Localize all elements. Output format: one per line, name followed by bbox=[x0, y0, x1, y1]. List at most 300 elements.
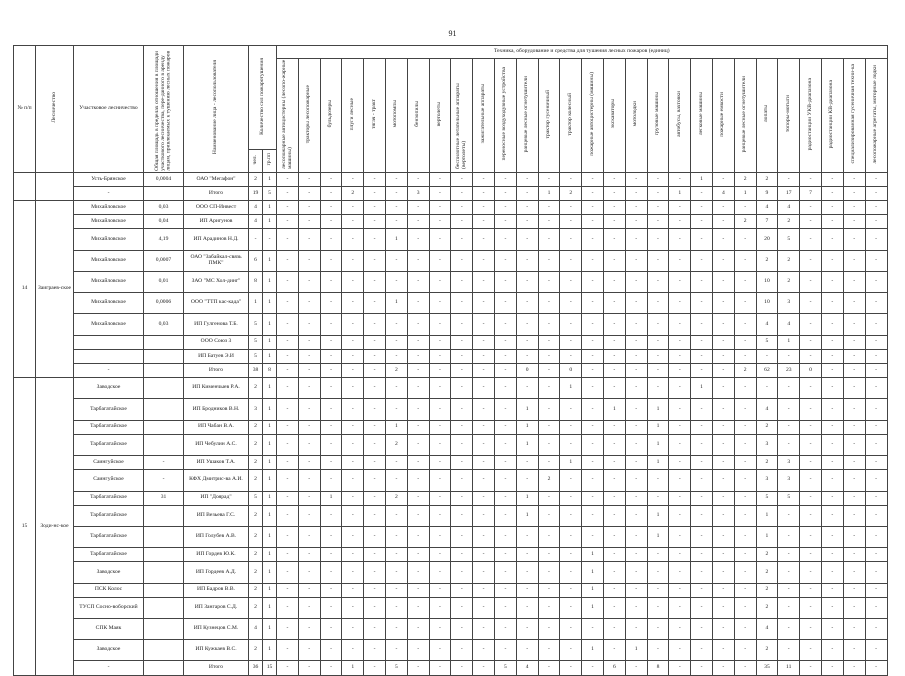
table-row bbox=[14, 172, 888, 186]
equipment-cell: - bbox=[451, 201, 473, 215]
equipment-cell: - bbox=[603, 618, 625, 639]
equipment-cell: - bbox=[364, 293, 386, 314]
equipment-cell: - bbox=[778, 399, 800, 420]
header-equipment-9 bbox=[473, 59, 495, 173]
district-cell: Тарбагатайское bbox=[74, 526, 144, 547]
equipment-cell: - bbox=[821, 420, 843, 434]
equipment-cell: - bbox=[494, 456, 516, 470]
equipment-cell: 1 bbox=[734, 187, 756, 201]
equipment-cell: - bbox=[865, 434, 887, 455]
equipment-cell: - bbox=[843, 229, 865, 250]
section-forestry bbox=[36, 172, 74, 200]
equipment-cell: - bbox=[669, 172, 691, 186]
equipment-cell: - bbox=[691, 187, 713, 201]
equipment-cell: - bbox=[647, 618, 669, 639]
equipment-cell: 3 bbox=[778, 456, 800, 470]
equipment-cell: - bbox=[712, 562, 734, 583]
equipment-cell: - bbox=[298, 349, 320, 363]
equipment-cell: 2 bbox=[756, 640, 778, 661]
equipment-cell: - bbox=[342, 399, 364, 420]
equipment-cell: - bbox=[516, 456, 538, 470]
equipment-cell: - bbox=[516, 250, 538, 271]
equipment-cell: - bbox=[277, 378, 299, 399]
equipment-cell: - bbox=[625, 293, 647, 314]
equipment-cell: - bbox=[712, 640, 734, 661]
equipment-cell: - bbox=[451, 640, 473, 661]
equipment-cell: - bbox=[712, 349, 734, 363]
equipment-cell: 62 bbox=[756, 364, 778, 378]
equipment-cell: - bbox=[691, 215, 713, 229]
equipment-cell: - bbox=[843, 250, 865, 271]
equipment-cell: - bbox=[342, 314, 364, 335]
equipment-cell: - bbox=[386, 456, 408, 470]
equipment-cell: - bbox=[582, 335, 604, 349]
equipment-cell: - bbox=[691, 661, 713, 675]
equipment-cell: - bbox=[712, 399, 734, 420]
equipment-cell: - bbox=[320, 505, 342, 526]
equipment-cell: - bbox=[603, 640, 625, 661]
equipment-cell: - bbox=[451, 187, 473, 201]
equipment-cell: - bbox=[582, 349, 604, 363]
header-equipment-22-text: лопаты bbox=[763, 105, 770, 123]
header-equipment-18-text: автобусы, вахтовки bbox=[675, 91, 682, 137]
equipment-cell: - bbox=[625, 548, 647, 562]
equipment-cell: - bbox=[407, 562, 429, 583]
equipment-cell: - bbox=[407, 526, 429, 547]
header-equipment-21 bbox=[734, 59, 756, 173]
equipment-cell: - bbox=[298, 583, 320, 597]
area-cell: 31 bbox=[144, 491, 184, 505]
equipment-cell: - bbox=[778, 562, 800, 583]
equipment-cell: - bbox=[277, 491, 299, 505]
equipment-cell: 1 bbox=[386, 420, 408, 434]
groups-cell: 1 bbox=[263, 505, 277, 526]
equipment-cell: - bbox=[364, 597, 386, 618]
equipment-cell: - bbox=[538, 640, 560, 661]
equipment-cell: - bbox=[800, 349, 822, 363]
equipment-cell: - bbox=[712, 215, 734, 229]
equipment-cell: - bbox=[691, 434, 713, 455]
equipment-cell: - bbox=[843, 271, 865, 292]
equipment-cell: - bbox=[691, 201, 713, 215]
table-row bbox=[14, 335, 888, 349]
equipment-cell: - bbox=[712, 378, 734, 399]
equipment-cell: - bbox=[538, 526, 560, 547]
equipment-cell: 4 bbox=[778, 314, 800, 335]
equipment-cell: - bbox=[538, 314, 560, 335]
equipment-cell: 1 bbox=[342, 661, 364, 675]
equipment-cell: - bbox=[516, 548, 538, 562]
equipment-cell: - bbox=[800, 505, 822, 526]
equipment-cell: - bbox=[516, 562, 538, 583]
equipment-cell: - bbox=[560, 314, 582, 335]
user-cell: ИП Бродников В.Н. bbox=[184, 399, 249, 420]
equipment-cell: 1 bbox=[386, 293, 408, 314]
equipment-cell: - bbox=[298, 505, 320, 526]
equipment-cell: 23 bbox=[778, 364, 800, 378]
equipment-cell: - bbox=[734, 526, 756, 547]
equipment-cell: - bbox=[712, 172, 734, 186]
equipment-cell: - bbox=[625, 470, 647, 491]
equipment-cell: - bbox=[429, 364, 451, 378]
people-cell: 4 bbox=[249, 618, 263, 639]
equipment-cell: - bbox=[603, 505, 625, 526]
area-cell bbox=[144, 420, 184, 434]
groups-cell: 1 bbox=[263, 562, 277, 583]
equipment-cell: - bbox=[451, 314, 473, 335]
equipment-cell: - bbox=[516, 583, 538, 597]
equipment-cell: 2 bbox=[756, 172, 778, 186]
groups-cell: 1 bbox=[263, 399, 277, 420]
table-row bbox=[14, 201, 888, 215]
equipment-cell: 4 bbox=[778, 201, 800, 215]
equipment-cell: - bbox=[734, 491, 756, 505]
equipment-cell: - bbox=[669, 293, 691, 314]
equipment-cell: 1 bbox=[647, 526, 669, 547]
user-cell: ИП Кименчыев Р.А. bbox=[184, 378, 249, 399]
equipment-cell: - bbox=[429, 250, 451, 271]
header-equipment-8-text: беспилотные летательные аппараты (вертолеты) bbox=[454, 83, 467, 169]
equipment-cell: - bbox=[712, 456, 734, 470]
equipment-cell: - bbox=[342, 172, 364, 186]
equipment-cell: - bbox=[734, 201, 756, 215]
table-row bbox=[14, 364, 888, 378]
equipment-cell: - bbox=[712, 293, 734, 314]
equipment-cell: - bbox=[800, 526, 822, 547]
equipment-cell: - bbox=[277, 470, 299, 491]
equipment-cell: - bbox=[277, 420, 299, 434]
equipment-cell: - bbox=[669, 661, 691, 675]
equipment-cell: - bbox=[429, 618, 451, 639]
equipment-cell: - bbox=[843, 562, 865, 583]
equipment-cell: - bbox=[298, 215, 320, 229]
equipment-cell: - bbox=[473, 314, 495, 335]
equipment-cell: - bbox=[603, 293, 625, 314]
equipment-cell: - bbox=[473, 187, 495, 201]
equipment-cell: - bbox=[865, 229, 887, 250]
header-user-name-text: Наименование лица - лесопользователя bbox=[212, 60, 219, 155]
equipment-cell: - bbox=[277, 661, 299, 675]
equipment-cell: - bbox=[778, 172, 800, 186]
groups-cell: 1 bbox=[263, 293, 277, 314]
header-equipment-25 bbox=[821, 59, 843, 173]
people-cell: 2 bbox=[249, 456, 263, 470]
equipment-cell: - bbox=[277, 618, 299, 639]
equipment-cell: - bbox=[603, 271, 625, 292]
equipment-cell: - bbox=[821, 661, 843, 675]
equipment-cell: - bbox=[277, 201, 299, 215]
groups-cell: 1 bbox=[263, 526, 277, 547]
equipment-cell: 2 bbox=[386, 434, 408, 455]
equipment-cell: 5 bbox=[756, 335, 778, 349]
area-cell: - bbox=[144, 470, 184, 491]
equipment-cell: 0 bbox=[800, 364, 822, 378]
equipment-cell: 3 bbox=[756, 434, 778, 455]
equipment-cell: - bbox=[342, 201, 364, 215]
equipment-cell: - bbox=[538, 293, 560, 314]
people-cell: 4 bbox=[249, 201, 263, 215]
equipment-cell: - bbox=[473, 456, 495, 470]
equipment-cell: - bbox=[407, 505, 429, 526]
equipment-cell: - bbox=[494, 562, 516, 583]
equipment-cell: - bbox=[407, 548, 429, 562]
equipment-cell: - bbox=[298, 456, 320, 470]
equipment-cell: - bbox=[865, 420, 887, 434]
equipment-cell: 20 bbox=[756, 229, 778, 250]
people-cell: 8 bbox=[249, 271, 263, 292]
equipment-cell: - bbox=[669, 618, 691, 639]
header-groups-text: гр.пп bbox=[265, 153, 272, 166]
equipment-cell: - bbox=[407, 349, 429, 363]
equipment-cell: - bbox=[647, 364, 669, 378]
equipment-cell: - bbox=[494, 293, 516, 314]
equipment-cell: - bbox=[538, 562, 560, 583]
people-cell: 2 bbox=[249, 420, 263, 434]
header-equipment-24-text: радиостанции УКВ-диапазона bbox=[806, 77, 813, 151]
equipment-cell: 1 bbox=[756, 526, 778, 547]
header-equipment-24 bbox=[800, 59, 822, 173]
equipment-cell: - bbox=[342, 618, 364, 639]
equipment-cell: - bbox=[473, 250, 495, 271]
equipment-cell: 1 bbox=[756, 505, 778, 526]
equipment-cell: - bbox=[603, 548, 625, 562]
equipment-cell: 1 bbox=[603, 399, 625, 420]
user-cell: ИП Кужкаев В.С. bbox=[184, 640, 249, 661]
equipment-cell: - bbox=[712, 314, 734, 335]
header-area bbox=[144, 46, 184, 173]
equipment-cell: - bbox=[800, 456, 822, 470]
equipment-cell: 1 bbox=[647, 420, 669, 434]
groups-cell: 5 bbox=[263, 187, 277, 201]
equipment-cell: 1 bbox=[516, 420, 538, 434]
equipment-cell: 6 bbox=[603, 661, 625, 675]
equipment-cell: - bbox=[603, 229, 625, 250]
equipment-cell: 5 bbox=[778, 491, 800, 505]
equipment-cell: - bbox=[451, 271, 473, 292]
equipment-cell: - bbox=[625, 434, 647, 455]
equipment-cell: - bbox=[734, 420, 756, 434]
equipment-cell: - bbox=[516, 640, 538, 661]
equipment-cell: - bbox=[669, 349, 691, 363]
equipment-cell: - bbox=[298, 548, 320, 562]
header-equipment-17 bbox=[647, 59, 669, 173]
equipment-cell: - bbox=[407, 597, 429, 618]
equipment-cell: - bbox=[451, 583, 473, 597]
equipment-cell: - bbox=[712, 335, 734, 349]
equipment-cell: - bbox=[865, 271, 887, 292]
section-number: 14 bbox=[14, 201, 36, 378]
header-people-text: чел. bbox=[251, 154, 258, 165]
equipment-cell: - bbox=[298, 364, 320, 378]
groups-cell: 15 bbox=[263, 661, 277, 675]
equipment-cell: 1 bbox=[582, 548, 604, 562]
equipment-cell: - bbox=[538, 583, 560, 597]
equipment-cell: - bbox=[625, 201, 647, 215]
equipment-cell: - bbox=[778, 548, 800, 562]
equipment-cell: - bbox=[712, 548, 734, 562]
equipment-cell: - bbox=[582, 378, 604, 399]
district-cell: Михайловское bbox=[74, 271, 144, 292]
equipment-cell: - bbox=[277, 548, 299, 562]
equipment-cell: - bbox=[320, 470, 342, 491]
area-cell bbox=[144, 583, 184, 597]
equipment-cell: - bbox=[865, 335, 887, 349]
equipment-cell: - bbox=[843, 314, 865, 335]
header-equipment-20-text: пожарные емкости bbox=[719, 91, 726, 137]
area-cell bbox=[144, 335, 184, 349]
groups-cell: 1 bbox=[263, 250, 277, 271]
equipment-cell: - bbox=[712, 470, 734, 491]
equipment-cell: - bbox=[364, 215, 386, 229]
equipment-cell: 9 bbox=[756, 187, 778, 201]
equipment-cell: - bbox=[669, 364, 691, 378]
area-cell: 0,04 bbox=[144, 215, 184, 229]
equipment-cell: - bbox=[364, 434, 386, 455]
equipment-cell: - bbox=[386, 470, 408, 491]
equipment-cell: - bbox=[647, 335, 669, 349]
equipment-cell: - bbox=[778, 583, 800, 597]
equipment-cell: - bbox=[647, 271, 669, 292]
equipment-cell: - bbox=[516, 172, 538, 186]
equipment-cell: - bbox=[843, 597, 865, 618]
equipment-cell: - bbox=[364, 335, 386, 349]
table-row bbox=[14, 271, 888, 292]
equipment-cell: - bbox=[494, 187, 516, 201]
table-row bbox=[14, 250, 888, 271]
equipment-cell: - bbox=[473, 526, 495, 547]
equipment-cell: - bbox=[734, 562, 756, 583]
equipment-cell: - bbox=[821, 597, 843, 618]
user-cell: ЗАО "МС Хол-динг" bbox=[184, 271, 249, 292]
equipment-cell: - bbox=[560, 172, 582, 186]
equipment-cell: - bbox=[364, 548, 386, 562]
fire-resources-table bbox=[13, 45, 888, 676]
equipment-cell: 2 bbox=[756, 420, 778, 434]
equipment-cell: - bbox=[582, 250, 604, 271]
equipment-cell: - bbox=[734, 250, 756, 271]
equipment-cell: - bbox=[451, 172, 473, 186]
equipment-cell: - bbox=[451, 597, 473, 618]
equipment-cell: - bbox=[669, 597, 691, 618]
equipment-cell: 1 bbox=[778, 335, 800, 349]
equipment-cell: - bbox=[320, 271, 342, 292]
equipment-cell: - bbox=[451, 661, 473, 675]
equipment-cell: - bbox=[582, 293, 604, 314]
equipment-cell: - bbox=[800, 470, 822, 491]
equipment-cell: - bbox=[429, 491, 451, 505]
equipment-cell: - bbox=[560, 229, 582, 250]
equipment-cell: - bbox=[669, 378, 691, 399]
equipment-cell: 4 bbox=[756, 618, 778, 639]
equipment-cell: - bbox=[734, 618, 756, 639]
header-area-text: Общая площадь в пределах отношения в площади участкового лесничества, пере-данного в аренду лицам, привлекаемых к тушению лесных пожаров bbox=[153, 50, 172, 171]
equipment-cell: - bbox=[821, 201, 843, 215]
equipment-cell: - bbox=[451, 562, 473, 583]
header-equipment-11 bbox=[516, 59, 538, 173]
equipment-cell: - bbox=[429, 229, 451, 250]
groups-cell: 1 bbox=[263, 335, 277, 349]
equipment-cell: - bbox=[843, 526, 865, 547]
table-row bbox=[14, 215, 888, 229]
equipment-cell: - bbox=[582, 661, 604, 675]
equipment-cell: - bbox=[712, 526, 734, 547]
area-cell: 0,03 bbox=[144, 314, 184, 335]
district-cell: Заводское bbox=[74, 562, 144, 583]
district-cell: ТУСП Сосно-воборский bbox=[74, 597, 144, 618]
equipment-cell: - bbox=[865, 470, 887, 491]
equipment-cell: - bbox=[669, 250, 691, 271]
equipment-cell: - bbox=[320, 215, 342, 229]
header-equipment-6-text: бензопилы bbox=[414, 101, 421, 127]
header-equipment-15 bbox=[603, 59, 625, 173]
equipment-cell: - bbox=[342, 229, 364, 250]
equipment-cell: - bbox=[516, 201, 538, 215]
equipment-cell: - bbox=[342, 378, 364, 399]
equipment-cell: - bbox=[494, 364, 516, 378]
equipment-cell: - bbox=[691, 250, 713, 271]
user-cell: ОАО "Мегафон" bbox=[184, 172, 249, 186]
equipment-cell: - bbox=[386, 618, 408, 639]
equipment-cell: - bbox=[473, 229, 495, 250]
equipment-cell: - bbox=[625, 505, 647, 526]
equipment-cell: 1 bbox=[582, 597, 604, 618]
equipment-cell: - bbox=[647, 583, 669, 597]
equipment-cell: 4 bbox=[756, 314, 778, 335]
equipment-cell: - bbox=[625, 250, 647, 271]
equipment-cell: - bbox=[386, 215, 408, 229]
equipment-cell: - bbox=[865, 640, 887, 661]
equipment-cell: - bbox=[625, 583, 647, 597]
header-equipment-23-text: топоры-мотыги bbox=[784, 95, 791, 133]
equipment-cell: - bbox=[647, 314, 669, 335]
table-row bbox=[14, 470, 888, 491]
equipment-cell: - bbox=[298, 618, 320, 639]
equipment-cell: - bbox=[821, 456, 843, 470]
equipment-cell: - bbox=[778, 526, 800, 547]
equipment-cell: 2 bbox=[756, 562, 778, 583]
equipment-cell: - bbox=[843, 661, 865, 675]
equipment-cell: - bbox=[386, 250, 408, 271]
equipment-cell: - bbox=[778, 378, 800, 399]
equipment-cell: - bbox=[691, 618, 713, 639]
equipment-cell: - bbox=[603, 364, 625, 378]
equipment-cell: - bbox=[712, 661, 734, 675]
equipment-cell: - bbox=[277, 640, 299, 661]
equipment-cell: - bbox=[342, 271, 364, 292]
user-cell: ООО "ТТП кас-када" bbox=[184, 293, 249, 314]
equipment-cell: - bbox=[712, 505, 734, 526]
area-cell bbox=[144, 562, 184, 583]
equipment-cell: - bbox=[277, 215, 299, 229]
section-number: 15 bbox=[14, 378, 36, 676]
equipment-cell: - bbox=[625, 420, 647, 434]
equipment-cell: - bbox=[298, 491, 320, 505]
equipment-cell: 2 bbox=[538, 470, 560, 491]
equipment-cell: - bbox=[364, 640, 386, 661]
area-cell bbox=[144, 349, 184, 363]
equipment-cell: - bbox=[407, 172, 429, 186]
equipment-cell: - bbox=[647, 250, 669, 271]
equipment-cell: - bbox=[538, 505, 560, 526]
equipment-cell: - bbox=[625, 456, 647, 470]
equipment-cell: - bbox=[800, 548, 822, 562]
equipment-cell: - bbox=[843, 349, 865, 363]
equipment-cell: - bbox=[429, 583, 451, 597]
equipment-cell: - bbox=[494, 399, 516, 420]
equipment-cell: - bbox=[669, 399, 691, 420]
district-cell: Заводское bbox=[74, 378, 144, 399]
table-row bbox=[14, 640, 888, 661]
